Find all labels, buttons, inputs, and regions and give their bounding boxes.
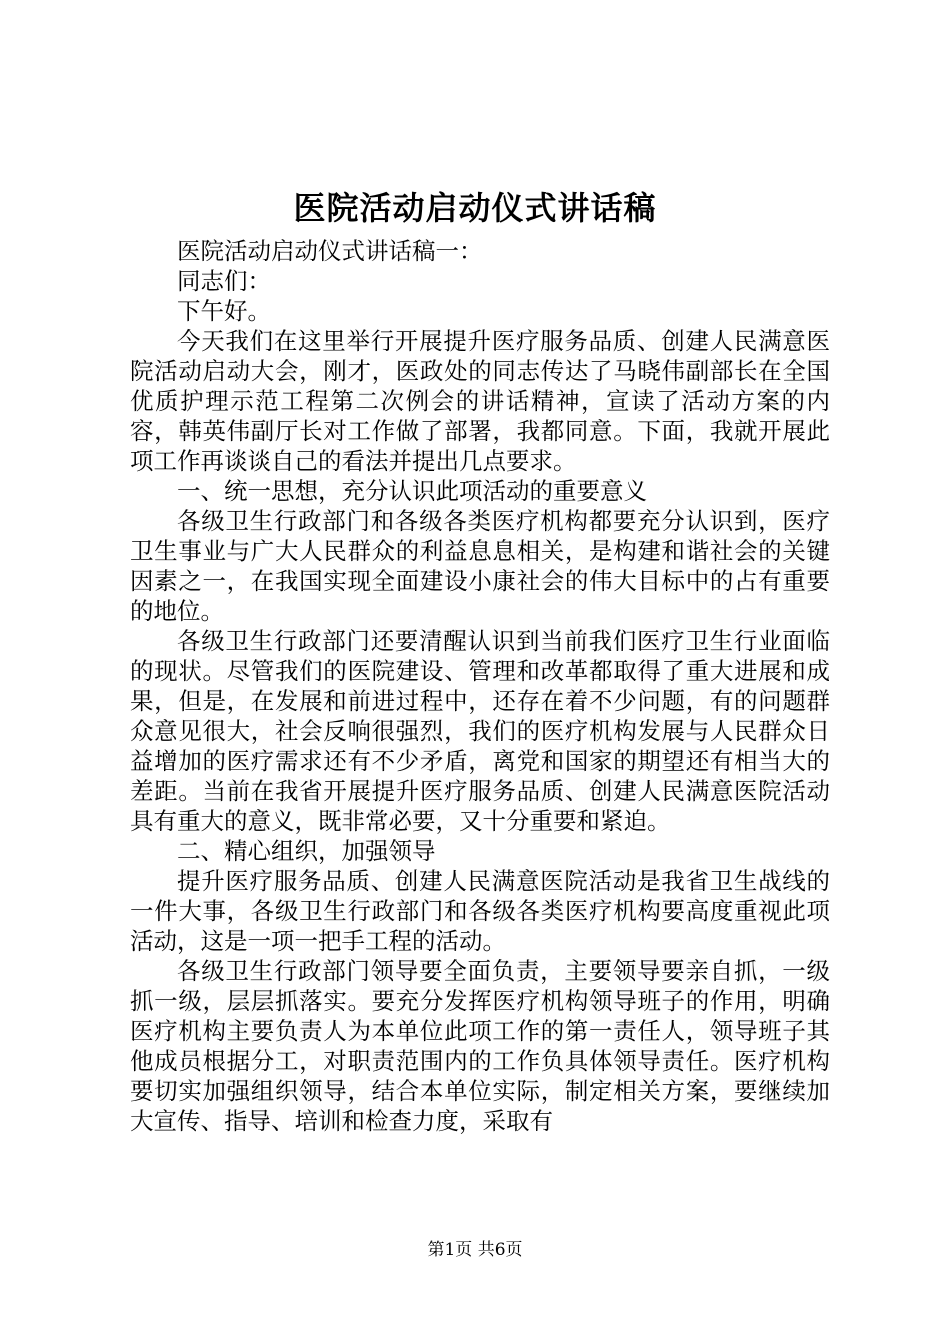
paragraph: 各级卫生行政部门还要清醒认识到当前我们医疗卫生行业面临的现状。尽管我们的医院建设、管理和改革都取得了重大进展和成果，但是，在发展和前进过程中，还存在着不少问题，有的问题群众意见很大，社会反响很强烈，我们的医疗机构发展与人民群众日益增加的医疗需求还有不少矛盾，离党和国家的期望还有相当大的差距。当前在我省开展提升医疗服务品质、创建人民满意医院活动具有重大的意义，既非常必要，又十分重要和紧迫。 <box>130 627 830 835</box>
document-body <box>130 236 830 1136</box>
paragraph: 下午好。 <box>177 297 271 325</box>
paragraph: 今天我们在这里举行开展提升医疗服务品质、创建人民满意医院活动启动大会，刚才，医政处的同志传达了马晓伟副部长在全国优质护理示范工程第二次例会的讲话精神，宣读了活动方案的内容，韩英伟副厅长对工作做了部署，我都同意。下面，我就开展此项工作再谈谈自己的看法并提出几点要求。 <box>130 327 830 475</box>
page-footer: 第1页 共6页 <box>427 1240 523 1260</box>
section-heading: 二、精心组织，加强领导 <box>177 837 436 865</box>
paragraph: 提升医疗服务品质、创建人民满意医院活动是我省卫生战线的一件大事，各级卫生行政部门和各级各类医疗机构要高度重视此项活动，这是一项一把手工程的活动。 <box>130 867 830 955</box>
paragraph: 同志们： <box>177 267 271 295</box>
document-title: 医院活动启动仪式讲话稿 <box>293 189 657 227</box>
paragraph: 医院活动启动仪式讲话稿一： <box>177 237 483 265</box>
paragraph: 各级卫生行政部门领导要全面负责，主要领导要亲自抓，一级抓一级，层层抓落实。要充分发挥医疗机构领导班子的作用，明确医疗机构主要负责人为本单位此项工作的第一责任人，领导班子其他成员根据分工，对职责范围内的工作负具体领导责任。医疗机构要切实加强组织领导，结合本单位实际，制定相关方案，要继续加大宣传、指导、培训和检查力度，采取有 <box>130 957 830 1135</box>
paragraph: 各级卫生行政部门和各级各类医疗机构都要充分认识到，医疗卫生事业与广大人民群众的利益息息相关，是构建和谐社会的关键因素之一，在我国实现全面建设小康社会的伟大目标中的占有重要的地位。 <box>130 507 830 625</box>
section-heading: 一、统一思想，充分认识此项活动的重要意义 <box>177 477 647 505</box>
